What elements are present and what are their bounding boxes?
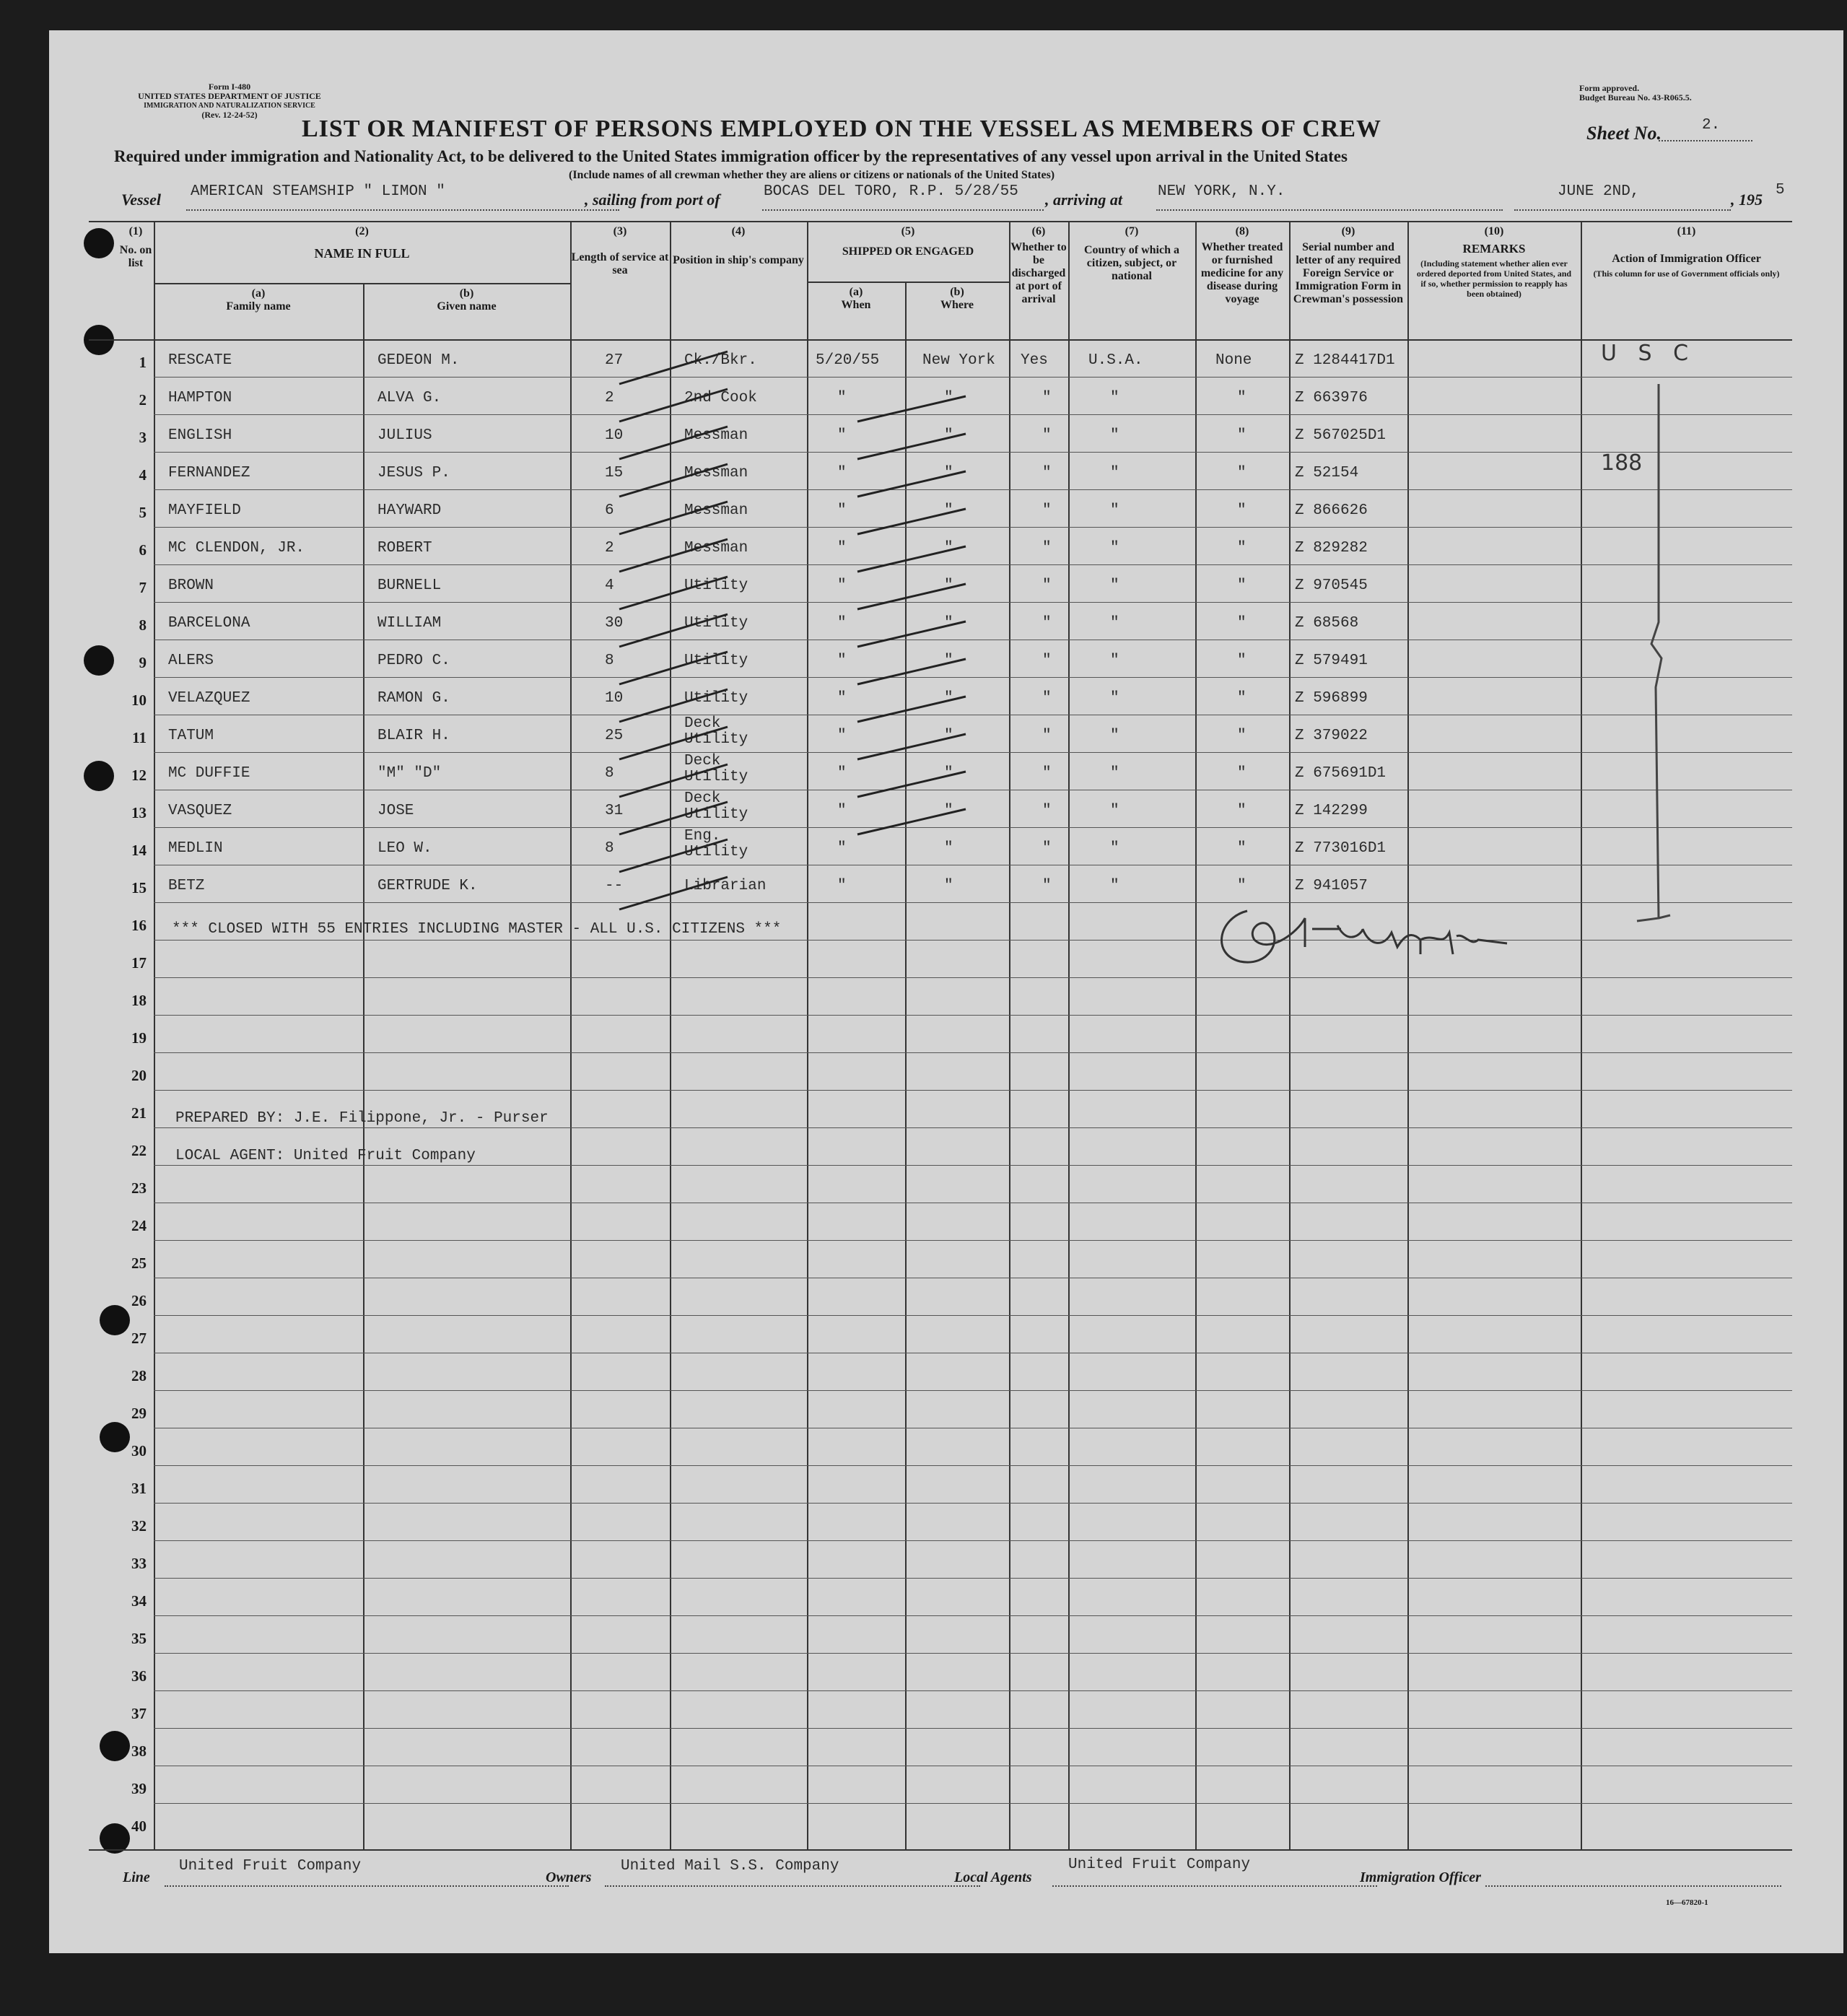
service-check-mark (619, 464, 728, 497)
row-service: 8 (605, 653, 614, 669)
row-number: 27 (131, 1330, 147, 1347)
row-service: 27 (605, 352, 624, 369)
row-medicine: " (1237, 540, 1246, 557)
when-check-mark (857, 734, 966, 759)
row-position: Utility (684, 690, 748, 707)
arrival-date: JUNE 2ND, (1558, 183, 1640, 200)
col-name-header: (2) NAME IN FULL (314, 225, 410, 261)
row-number: 18 (131, 992, 147, 1009)
row-position: Utility (684, 615, 748, 632)
budget-number: Budget Bureau No. 43-R065.5. (1579, 92, 1692, 102)
row-medicine: " (1237, 765, 1246, 782)
row-when: " (837, 390, 847, 406)
col-country-header: (7) Country of which a citizen, subject, or national (1083, 225, 1179, 282)
sailing-label: , sailing from port of (585, 191, 720, 209)
row-number: 39 (131, 1780, 147, 1797)
form-approved: Form approved. (1579, 83, 1640, 93)
row-family-name: MC CLENDON, JR. (168, 540, 305, 557)
row-serial: Z 567025D1 (1295, 427, 1387, 444)
row-country: " (1110, 803, 1119, 819)
service-check-mark (619, 539, 728, 572)
row-number: 30 (131, 1442, 147, 1459)
row-number: 35 (131, 1630, 147, 1647)
required-text: Required under immigration and Nationality Act, to be delivered to the United States immigration officer by the representatives of any vessel upon arrival in the United States (114, 147, 1348, 165)
row-serial: Z 970545 (1295, 577, 1368, 594)
row-when: " (837, 728, 847, 744)
row-family-name: BETZ (168, 878, 205, 894)
row-country: " (1110, 465, 1119, 481)
row-family-name: BARCELONA (168, 615, 250, 632)
row-family-name: MAYFIELD (168, 502, 241, 519)
row-where: " (944, 465, 953, 481)
row-serial: Z 1284417D1 (1295, 352, 1395, 369)
row-country: " (1110, 765, 1119, 782)
row-number: 11 (132, 729, 147, 746)
row-when: " (837, 427, 847, 444)
row-number: 33 (131, 1555, 147, 1572)
row-family-name: MC DUFFIE (168, 765, 250, 782)
row-where: " (944, 615, 953, 632)
row-serial: Z 941057 (1295, 878, 1368, 894)
row-given-name: BLAIR H. (377, 728, 450, 744)
row-number: 12 (131, 767, 147, 784)
row-number: 38 (131, 1742, 147, 1760)
service-check-mark (619, 839, 728, 872)
row-number: 34 (131, 1592, 147, 1610)
when-check-mark (857, 434, 966, 459)
row-family-name: ALERS (168, 653, 214, 669)
row-where: " (944, 878, 953, 894)
row-family-name: ENGLISH (168, 427, 232, 444)
form-header-left (114, 82, 345, 120)
row-position: Deck Utility (684, 753, 748, 785)
row-number: 6 (139, 541, 147, 559)
row-given-name: BURNELL (377, 577, 442, 594)
row-when: " (837, 803, 847, 819)
row-service: 8 (605, 840, 614, 857)
row-family-name: HAMPTON (168, 390, 232, 406)
row-number: 14 (131, 842, 147, 859)
row-discharged: " (1042, 653, 1052, 669)
prepared-by: PREPARED BY: J.E. Filippone, Jr. - Purser (175, 1110, 549, 1127)
footer-owners-label: Owners (546, 1869, 592, 1885)
row-discharged: " (1042, 427, 1052, 444)
punch-hole (84, 228, 114, 258)
row-number: 24 (131, 1217, 147, 1234)
when-check-mark (857, 659, 966, 684)
service-check-mark (619, 577, 728, 609)
service-check-mark (619, 389, 728, 422)
departure-port: BOCAS DEL TORO, R.P. 5/28/55 (764, 183, 1018, 200)
row-medicine: " (1237, 615, 1246, 632)
include-text: (Include names of all crewman whether they are aliens or citizens or nationals of the United States) (569, 169, 1055, 181)
row-number: 15 (131, 879, 147, 896)
row-discharged: " (1042, 615, 1052, 632)
row-given-name: "M" "D" (377, 765, 442, 782)
row-service: 2 (605, 540, 614, 557)
year-label: , 195 (1731, 191, 1763, 209)
row-discharged: " (1042, 690, 1052, 707)
row-where: " (944, 840, 953, 857)
row-given-name: JOSE (377, 803, 414, 819)
row-country: " (1110, 653, 1119, 669)
row-service: 8 (605, 765, 614, 782)
row-when: " (837, 577, 847, 594)
row-number: 8 (139, 616, 147, 634)
punch-hole (84, 645, 114, 676)
row-given-name: JULIUS (377, 427, 432, 444)
when-check-mark (857, 697, 966, 722)
row-medicine: None (1215, 352, 1252, 369)
row-family-name: MEDLIN (168, 840, 223, 857)
row-number: 28 (131, 1367, 147, 1384)
col-where-header: (b) Where (940, 286, 974, 311)
row-medicine: " (1237, 502, 1246, 519)
row-serial: Z 379022 (1295, 728, 1368, 744)
row-medicine: " (1237, 390, 1246, 406)
row-number: 29 (131, 1405, 147, 1422)
col-given-header: (b) Given name (437, 287, 497, 313)
row-country: " (1110, 540, 1119, 557)
when-check-mark (857, 584, 966, 609)
service-check-mark (619, 764, 728, 797)
service-check-mark (619, 802, 728, 834)
row-where: " (944, 690, 953, 707)
footer-line: United Fruit Company (179, 1858, 362, 1875)
row-where: " (944, 765, 953, 782)
row-serial: Z 596899 (1295, 690, 1368, 707)
manifest-sheet (49, 30, 1843, 1953)
row-country: " (1110, 840, 1119, 857)
row-medicine: " (1237, 577, 1246, 594)
row-medicine: " (1237, 427, 1246, 444)
footer-owners: United Mail S.S. Company (621, 1858, 839, 1875)
row-family-name: VELAZQUEZ (168, 690, 250, 707)
punch-hole (84, 761, 114, 791)
row-given-name: GEDEON M. (377, 352, 460, 369)
signature-icon (1204, 889, 1536, 983)
pen-checkmarks (554, 348, 1493, 925)
row-service: 31 (605, 803, 624, 819)
row-when: 5/20/55 (816, 352, 880, 369)
row-country: " (1110, 615, 1119, 632)
row-where: " (944, 728, 953, 744)
local-agent-note: LOCAL AGENT: United Fruit Company (175, 1148, 476, 1164)
row-medicine: " (1237, 690, 1246, 707)
footer-agents: United Fruit Company (1068, 1856, 1251, 1873)
row-position: Utility (684, 577, 748, 594)
footer-agents-label: Local Agents (954, 1869, 1032, 1885)
row-given-name: PEDRO C. (377, 653, 450, 669)
row-given-name: WILLIAM (377, 615, 442, 632)
row-country: " (1110, 577, 1119, 594)
service-check-mark (619, 614, 728, 647)
closed-note: *** CLOSED WITH 55 ENTRIES INCLUDING MASTER - ALL U.S. CITIZENS *** (172, 921, 782, 938)
arrival-port: NEW YORK, N.Y. (1158, 183, 1285, 200)
row-serial: Z 579491 (1295, 653, 1368, 669)
row-discharged: Yes (1021, 352, 1048, 369)
service-check-mark (619, 877, 728, 909)
col-when-header: (a) When (841, 286, 871, 311)
row-position: 2nd Cook (684, 390, 757, 406)
col-remarks-header: (10) REMARKS (Including statement whether alien ever ordered deported from United States, and if so, whether permission to reapply has been obtained) (1416, 225, 1572, 299)
arriving-label: , arriving at (1045, 191, 1122, 209)
row-when: " (837, 878, 847, 894)
row-service: 25 (605, 728, 624, 744)
when-check-mark (857, 546, 966, 572)
officer-stamp: U S C (1601, 341, 1696, 366)
row-service: 2 (605, 390, 614, 406)
officer-bracket (1630, 370, 1673, 933)
row-serial: Z 68568 (1295, 615, 1359, 632)
when-check-mark (857, 509, 966, 534)
row-medicine: " (1237, 465, 1246, 481)
department: UNITED STATES DEPARTMENT OF JUSTICE (138, 91, 321, 101)
row-number: 5 (139, 504, 147, 521)
row-service: 30 (605, 615, 624, 632)
row-discharged: " (1042, 728, 1052, 744)
row-service: 15 (605, 465, 624, 481)
row-number: 2 (139, 391, 147, 409)
row-where: " (944, 653, 953, 669)
row-given-name: JESUS P. (377, 465, 450, 481)
row-number: 4 (139, 466, 147, 484)
row-number: 36 (131, 1667, 147, 1685)
row-number: 21 (131, 1104, 147, 1122)
row-number: 9 (139, 654, 147, 671)
row-number: 32 (131, 1517, 147, 1535)
row-medicine: " (1237, 803, 1246, 819)
row-country: " (1110, 427, 1119, 444)
form-number: Form I-480 (208, 82, 251, 92)
row-family-name: RESCATE (168, 352, 232, 369)
row-when: " (837, 465, 847, 481)
col-no-header: (1) No. on list (119, 225, 152, 269)
when-check-mark (857, 396, 966, 422)
row-when: " (837, 615, 847, 632)
row-position: Deck Utility (684, 715, 748, 748)
col-family-header: (a) Family name (226, 287, 291, 313)
col-medicine-header: (8) Whether treated or furnished medicine for any disease during voyage (1200, 225, 1284, 305)
row-number: 1 (139, 354, 147, 371)
row-where: " (944, 540, 953, 557)
row-number: 19 (131, 1029, 147, 1047)
row-family-name: VASQUEZ (168, 803, 232, 819)
row-number: 10 (131, 691, 147, 709)
revision: (Rev. 12-24-52) (201, 110, 258, 120)
row-when: " (837, 840, 847, 857)
row-given-name: ALVA G. (377, 390, 442, 406)
row-service: -- (605, 878, 624, 894)
row-number: 37 (131, 1705, 147, 1722)
row-number: 13 (131, 804, 147, 821)
row-country: U.S.A. (1088, 352, 1143, 369)
row-service: 10 (605, 690, 624, 707)
row-serial: Z 52154 (1295, 465, 1359, 481)
row-where: New York (922, 352, 995, 369)
service-check-mark (619, 727, 728, 759)
sheet-label: Sheet No. (1586, 123, 1662, 144)
col-action-header: (11) Action of Immigration Officer (This column for use of Government officials only) (1593, 225, 1780, 279)
row-medicine: " (1237, 840, 1246, 857)
row-where: " (944, 502, 953, 519)
row-number: 25 (131, 1254, 147, 1272)
row-serial: Z 866626 (1295, 502, 1368, 519)
row-position: Ck./Bkr. (684, 352, 757, 369)
footer-line-label: Line (123, 1869, 150, 1885)
row-number: 16 (131, 917, 147, 934)
row-serial: Z 663976 (1295, 390, 1368, 406)
row-serial: Z 829282 (1295, 540, 1368, 557)
row-discharged: " (1042, 502, 1052, 519)
row-position: Eng. Utility (684, 828, 748, 860)
row-number: 23 (131, 1179, 147, 1197)
row-position: Utility (684, 653, 748, 669)
row-number: 20 (131, 1067, 147, 1084)
row-number: 31 (131, 1480, 147, 1497)
row-position: Messman (684, 540, 748, 557)
row-medicine: " (1237, 653, 1246, 669)
row-when: " (837, 502, 847, 519)
row-service: 6 (605, 502, 614, 519)
col-service-header: (3) Length of service at sea (571, 225, 669, 276)
row-country: " (1110, 878, 1119, 894)
row-given-name: RAMON G. (377, 690, 450, 707)
service-check-mark (619, 689, 728, 722)
footer-officer-label: Immigration Officer (1360, 1869, 1481, 1885)
row-country: " (1110, 390, 1119, 406)
service-check-mark (619, 502, 728, 534)
row-where: " (944, 427, 953, 444)
col-position-header: (4) Position in ship's company (673, 225, 804, 266)
year-digit: 5 (1776, 182, 1785, 198)
row-given-name: LEO W. (377, 840, 432, 857)
row-position: Messman (684, 502, 748, 519)
row-family-name: FERNANDEZ (168, 465, 250, 481)
row-when: " (837, 690, 847, 707)
row-family-name: BROWN (168, 577, 214, 594)
row-discharged: " (1042, 803, 1052, 819)
row-where: " (944, 577, 953, 594)
officer-count: 188 (1601, 450, 1643, 476)
row-position: Messman (684, 465, 748, 481)
vessel-name: AMERICAN STEAMSHIP " LIMON " (191, 183, 445, 200)
row-discharged: " (1042, 465, 1052, 481)
row-given-name: ROBERT (377, 540, 432, 557)
row-number: 22 (131, 1142, 147, 1159)
row-number: 7 (139, 579, 147, 596)
row-medicine: " (1237, 728, 1246, 744)
row-position: Deck Utility (684, 790, 748, 823)
row-discharged: " (1042, 390, 1052, 406)
row-position: Messman (684, 427, 748, 444)
row-given-name: GERTRUDE K. (377, 878, 478, 894)
service: IMMIGRATION AND NATURALIZATION SERVICE (144, 102, 315, 110)
service-check-mark (619, 652, 728, 684)
when-check-mark (857, 471, 966, 497)
service-check-mark (619, 427, 728, 459)
row-position: Librarian (684, 878, 767, 894)
row-discharged: " (1042, 765, 1052, 782)
row-number: 40 (131, 1818, 147, 1835)
form-title: LIST OR MANIFEST OF PERSONS EMPLOYED ON THE VESSEL AS MEMBERS OF CREW (302, 115, 1382, 142)
row-service: 4 (605, 577, 614, 594)
row-where: " (944, 803, 953, 819)
row-country: " (1110, 502, 1119, 519)
col-shipped-header: (5) SHIPPED OR ENGAGED (842, 225, 974, 258)
row-family-name: TATUM (168, 728, 214, 744)
row-where: " (944, 390, 953, 406)
row-when: " (837, 765, 847, 782)
row-when: " (837, 540, 847, 557)
row-when: " (837, 653, 847, 669)
row-number: 17 (131, 954, 147, 972)
row-number: 26 (131, 1292, 147, 1309)
when-check-mark (857, 809, 966, 834)
row-given-name: HAYWARD (377, 502, 442, 519)
row-serial: Z 773016D1 (1295, 840, 1387, 857)
row-discharged: " (1042, 878, 1052, 894)
row-number: 3 (139, 429, 147, 446)
row-discharged: " (1042, 577, 1052, 594)
when-check-mark (857, 772, 966, 797)
row-service: 10 (605, 427, 624, 444)
sheet-number: 2. (1702, 117, 1721, 134)
form-header-right (1579, 84, 1692, 102)
row-country: " (1110, 690, 1119, 707)
row-country: " (1110, 728, 1119, 744)
vessel-label: Vessel (121, 191, 161, 209)
row-discharged: " (1042, 840, 1052, 857)
col-serial-header: (9) Serial number and letter of any required Foreign Service or Immigration Form in Crewman's possession (1293, 225, 1404, 305)
service-check-mark (619, 352, 728, 384)
when-check-mark (857, 621, 966, 647)
row-discharged: " (1042, 540, 1052, 557)
row-serial: Z 675691D1 (1295, 765, 1387, 782)
print-code: 16—67820-1 (1666, 1898, 1708, 1907)
row-medicine: " (1237, 878, 1246, 894)
row-serial: Z 142299 (1295, 803, 1368, 819)
col-discharged-header: (6) Whether to be discharged at port of arrival (1010, 225, 1067, 305)
